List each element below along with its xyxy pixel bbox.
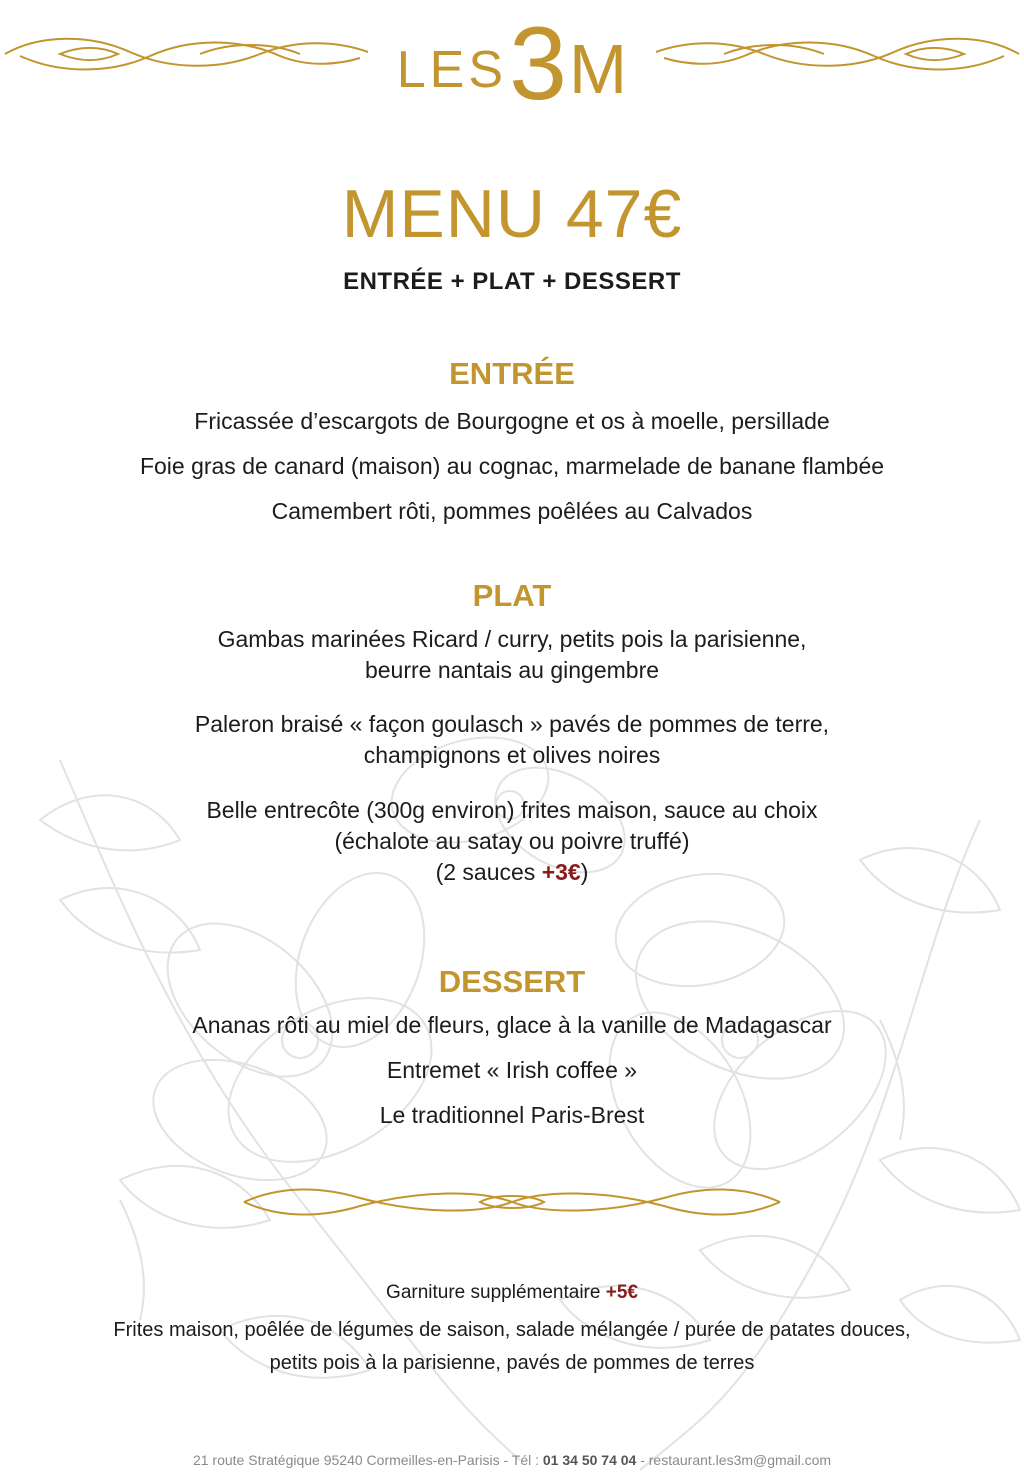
footer-address: 21 route Stratégique 95240 Cormeilles-en-Parisis - Tél : <box>192 1452 543 1468</box>
plat-item <box>0 624 1024 686</box>
ornament-swirl-right-icon <box>654 24 1024 84</box>
plat-item-line: champignons et olives noires <box>363 742 661 768</box>
section-title-dessert: DESSERT <box>438 964 586 999</box>
plat-item-line: Gambas marinées Ricard / curry, petits pois la parisienne, <box>217 626 807 652</box>
ornament-swirl-left-icon <box>0 24 370 84</box>
menu-title: MENU 47€ <box>341 176 683 252</box>
extras-line: petits pois à la parisienne, pavés de pommes de terres <box>269 1352 755 1374</box>
extras-label <box>0 1282 1024 1304</box>
plat-item <box>0 795 1024 888</box>
plat-item-line: Paleron braisé « façon goulasch » pavés de pommes de terre, <box>194 711 830 737</box>
extras-label-text: Garniture supplémentaire <box>386 1282 606 1303</box>
footer-contact <box>0 1452 1024 1468</box>
footer-email: - restaurant.les3m@gmail.com <box>636 1452 832 1468</box>
footer-phone: 01 34 50 74 04 <box>542 1452 637 1468</box>
dessert-item: Ananas rôti au miel de fleurs, glace à la vanille de Madagascar <box>192 1012 832 1038</box>
entree-item: Camembert rôti, pommes poêlées au Calvados <box>271 498 753 524</box>
sauce-price: +3€ <box>541 859 581 885</box>
logo-m: M <box>568 30 628 108</box>
plat-item-line <box>0 857 1024 888</box>
section-title-plat: PLAT <box>472 578 552 613</box>
entree-item: Fricassée d’escargots de Bourgogne et os à moelle, persillade <box>194 408 830 434</box>
restaurant-logo <box>380 6 644 122</box>
extras-price: +5€ <box>605 1282 638 1303</box>
menu-subtitle: ENTRÉE + PLAT + DESSERT <box>343 268 681 295</box>
ornament-divider-icon <box>240 1178 784 1226</box>
plat-item <box>0 709 1024 771</box>
dessert-item: Le traditionnel Paris-Brest <box>379 1102 645 1128</box>
extras-line: Frites maison, poêlée de légumes de saison, salade mélangée / purée de patates douces, <box>113 1319 911 1341</box>
dessert-item: Entremet « Irish coffee » <box>386 1057 638 1083</box>
plat-item-line: Belle entrecôte (300g environ) frites maison, sauce au choix <box>206 797 818 823</box>
sauce-note: (2 sauces <box>435 859 542 885</box>
header <box>0 0 1024 130</box>
logo-les: LES <box>396 41 508 99</box>
logo-three: 3 <box>509 6 567 122</box>
entree-item: Foie gras de canard (maison) au cognac, marmelade de banane flambée <box>139 453 885 479</box>
section-title-entree: ENTRÉE <box>449 356 575 391</box>
plat-item-line: (échalote au satay ou poivre truffé) <box>334 828 690 854</box>
sauce-note-end: ) <box>580 859 589 885</box>
plat-item-line: beurre nantais au gingembre <box>364 657 660 683</box>
